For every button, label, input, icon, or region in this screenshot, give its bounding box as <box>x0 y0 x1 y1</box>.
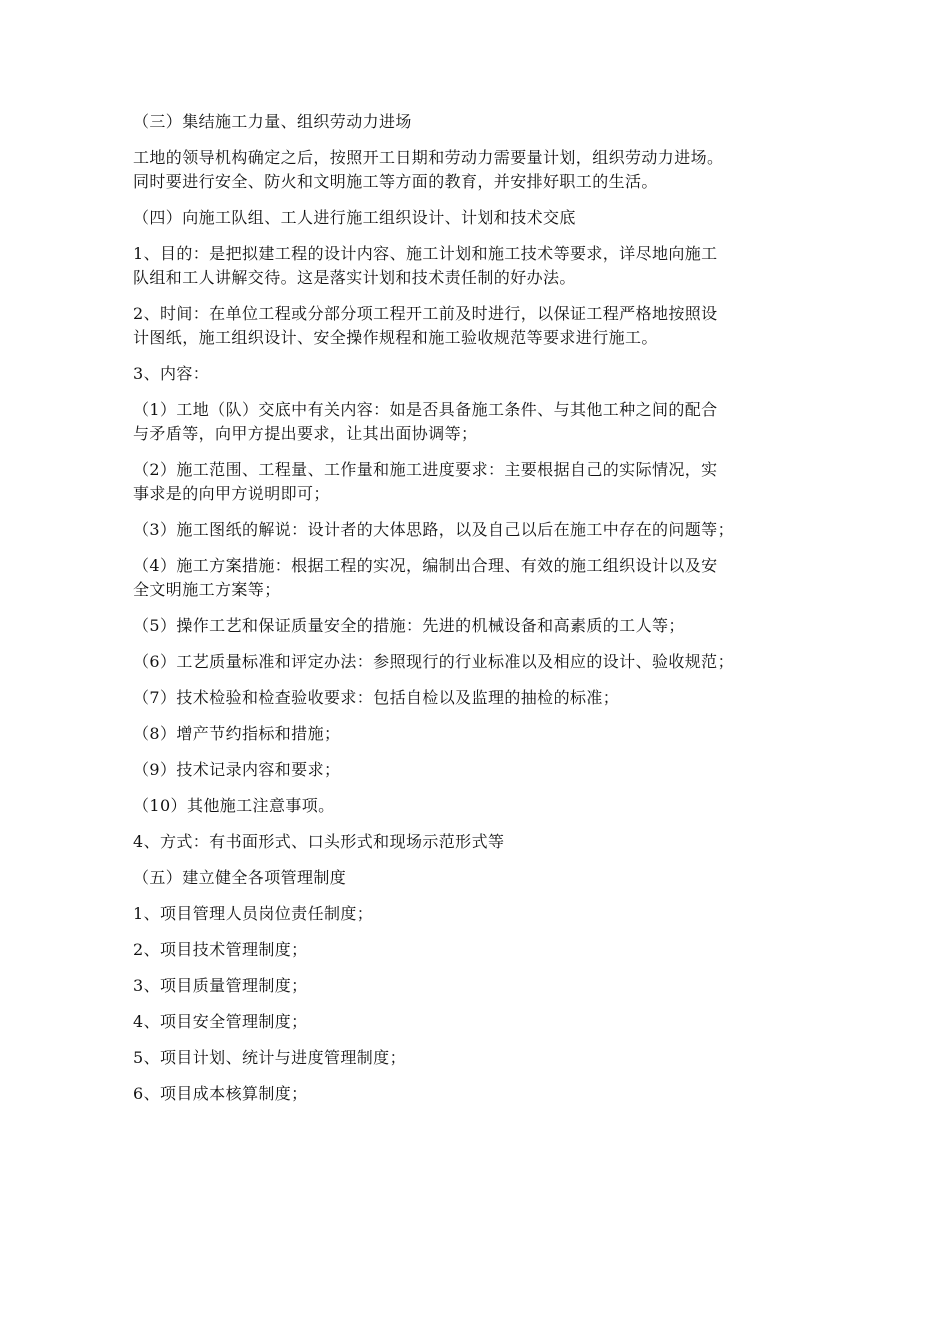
text-line: 5、项目计划、统计与进度管理制度； <box>133 1048 406 1067</box>
text-line: 工地的领导机构确定之后，按照开工日期和劳动力需要量计划，组织劳动力进场。 <box>133 148 724 167</box>
item-content <box>133 362 833 386</box>
system-item-6 <box>133 1082 833 1106</box>
text-line: （8）增产节约指标和措施； <box>133 724 341 743</box>
text-line: （5）操作工艺和保证质量安全的措施：先进的机械设备和高素质的工人等； <box>133 616 685 635</box>
text-line: 4、项目安全管理制度； <box>133 1012 308 1031</box>
text-line: 与矛盾等，向甲方提出要求，让其出面协调等； <box>133 424 478 443</box>
text-line: （1）工地（队）交底中有关内容：如是否具备施工条件、与其他工种之间的配合 <box>133 400 718 419</box>
text-line: （2）施工范围、工程量、工作量和施工进度要求：主要根据自己的实际情况，实 <box>133 460 718 479</box>
text-line: 1、目的：是把拟建工程的设计内容、施工计划和施工技术等要求，详尽地向施工 <box>133 244 718 263</box>
content-item-2 <box>133 458 833 506</box>
text-line: 4、方式：有书面形式、口头形式和现场示范形式等 <box>133 832 505 851</box>
section-heading-4 <box>133 206 833 230</box>
text-line: 队组和工人讲解交待。这是落实计划和技术责任制的好办法。 <box>133 268 576 287</box>
text-line: （9）技术记录内容和要求； <box>133 760 341 779</box>
text-line: 计图纸，施工组织设计、安全操作规程和施工验收规范等要求进行施工。 <box>133 328 658 347</box>
section-heading-3 <box>133 110 833 134</box>
content-item-9 <box>133 758 833 782</box>
content-item-7 <box>133 686 833 710</box>
text-line: （6）工艺质量标准和评定办法：参照现行的行业标准以及相应的设计、验收规范； <box>133 652 734 671</box>
text-line: （3）施工图纸的解说：设计者的大体思路，以及自己以后在施工中存在的问题等； <box>133 520 734 539</box>
text-line: 同时要进行安全、防火和文明施工等方面的教育，并安排好职工的生活。 <box>133 172 658 191</box>
text-line: 2、时间：在单位工程或分部分项工程开工前及时进行，以保证工程严格地按照设 <box>133 304 718 323</box>
text-line: （五）建立健全各项管理制度 <box>133 868 347 887</box>
document-body <box>133 110 833 1106</box>
system-item-2 <box>133 938 833 962</box>
text-line: 3、内容： <box>133 364 210 383</box>
content-item-4 <box>133 554 833 602</box>
item-method <box>133 830 833 854</box>
text-line: 6、项目成本核算制度； <box>133 1084 308 1103</box>
text-line: （四）向施工队组、工人进行施工组织设计、计划和技术交底 <box>133 208 576 227</box>
item-purpose <box>133 242 833 290</box>
item-time <box>133 302 833 350</box>
content-item-3 <box>133 518 833 542</box>
text-line: 2、项目技术管理制度； <box>133 940 308 959</box>
text-line: 事求是的向甲方说明即可； <box>133 484 330 503</box>
text-line: 全文明施工方案等； <box>133 580 281 599</box>
system-item-5 <box>133 1046 833 1070</box>
content-item-10 <box>133 794 833 818</box>
text-line: 3、项目质量管理制度； <box>133 976 308 995</box>
section-heading-5 <box>133 866 833 890</box>
text-line: （10）其他施工注意事项。 <box>133 796 335 815</box>
text-line: （7）技术检验和检查验收要求：包括自检以及监理的抽检的标准； <box>133 688 620 707</box>
content-item-6 <box>133 650 833 674</box>
content-item-1 <box>133 398 833 446</box>
text-line: （4）施工方案措施：根据工程的实况，编制出合理、有效的施工组织设计以及安 <box>133 556 718 575</box>
system-item-1 <box>133 902 833 926</box>
text-line: 1、项目管理人员岗位责任制度； <box>133 904 374 923</box>
system-item-3 <box>133 974 833 998</box>
content-item-5 <box>133 614 833 638</box>
paragraph-labor-entry <box>133 146 833 194</box>
system-item-4 <box>133 1010 833 1034</box>
content-item-8 <box>133 722 833 746</box>
text-line: （三）集结施工力量、组织劳动力进场 <box>133 112 412 131</box>
